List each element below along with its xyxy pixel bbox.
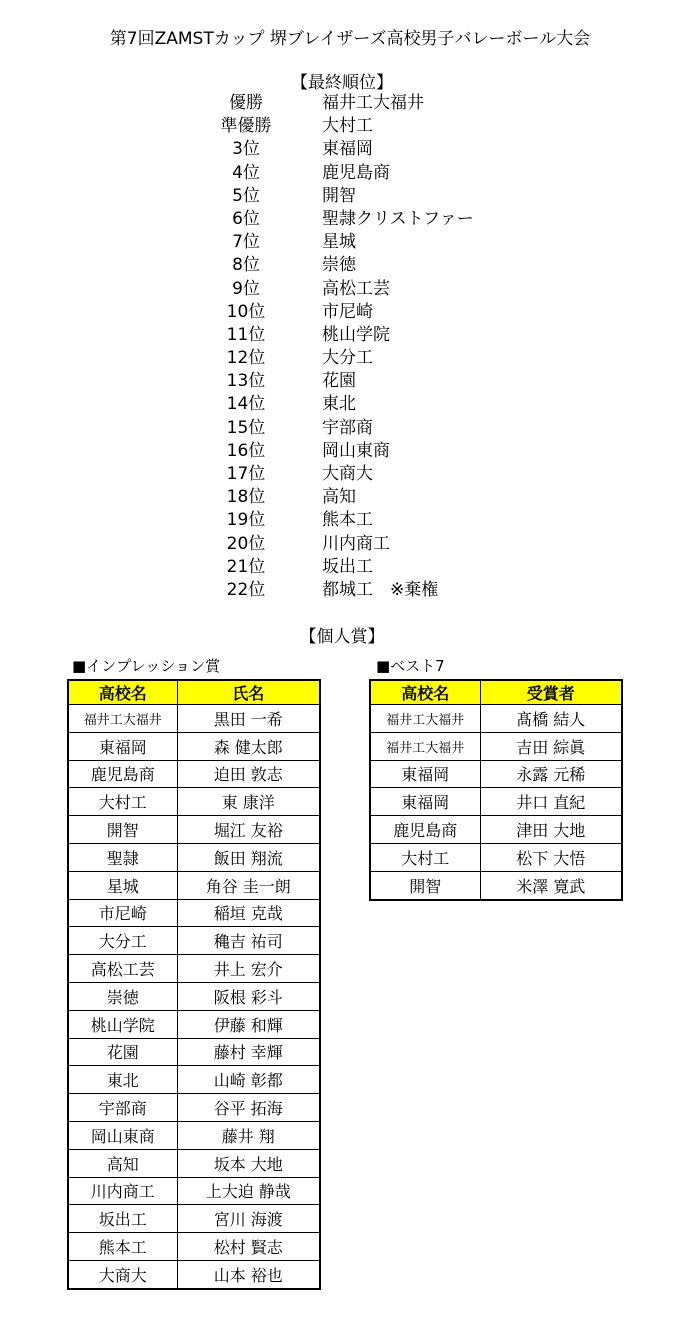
table-row — [370, 871, 622, 899]
table-row — [68, 955, 320, 983]
school-cell: 大村工 — [68, 788, 177, 816]
table-row — [68, 871, 320, 899]
player-name-cell: 穐吉 祐司 — [177, 927, 320, 955]
school-cell: 東福岡 — [68, 732, 177, 760]
table-row — [68, 1177, 320, 1205]
ranking-school: 熊本工 — [322, 510, 373, 531]
ranking-row — [0, 556, 700, 579]
ranking-position: 優勝 — [229, 93, 263, 113]
school-cell: 鹿児島商 — [370, 816, 480, 844]
table-row — [68, 1205, 320, 1233]
column-header-awardee: 受賞者 — [480, 680, 622, 705]
player-name-cell: 東 康洋 — [177, 788, 320, 816]
ranking-row — [0, 463, 700, 486]
column-header-school: 高校名 — [370, 680, 480, 705]
ranking-position: 10位 — [226, 301, 266, 322]
table-row — [68, 1149, 320, 1177]
ranking-school: 東北 — [322, 394, 356, 415]
ranking-position: 16位 — [226, 440, 266, 461]
ranking-row — [0, 185, 700, 208]
ranking-row — [0, 208, 700, 231]
ranking-position: 準優勝 — [220, 116, 272, 137]
ranking-position: 4位 — [232, 162, 260, 183]
player-name-cell: 上大迫 静哉 — [177, 1177, 320, 1205]
school-cell: 熊本工 — [68, 1233, 177, 1261]
school-cell: 桃山学院 — [68, 1010, 177, 1038]
table-header-row — [370, 680, 622, 705]
school-cell: 高松工芸 — [68, 955, 177, 983]
player-name-cell: 伊藤 和輝 — [177, 1010, 320, 1038]
player-name-cell: 黒田 一希 — [177, 705, 320, 733]
ranking-row — [0, 254, 700, 277]
individual-awards-heading: 【個人賞】 — [299, 627, 385, 647]
table-row — [68, 705, 320, 733]
best7-table — [369, 679, 623, 901]
column-header-name: 氏名 — [177, 680, 320, 705]
ranking-position: 5位 — [232, 185, 260, 206]
ranking-school: 大商大 — [322, 464, 373, 484]
table-row — [370, 843, 622, 871]
ranking-school: 高知 — [322, 487, 356, 508]
final-ranking-heading: 【最終順位】 — [291, 73, 393, 93]
player-name-cell: 森 健太郎 — [177, 732, 320, 760]
ranking-row — [0, 509, 700, 532]
awardee-cell: 髙橋 結人 — [480, 705, 622, 733]
table-row — [370, 705, 622, 733]
awardee-cell: 津田 大地 — [480, 816, 622, 844]
player-name-cell: 山本 裕也 — [177, 1260, 320, 1288]
ranking-position: 7位 — [232, 232, 260, 253]
player-name-cell: 藤井 翔 — [177, 1121, 320, 1149]
school-cell: 聖隷 — [68, 843, 177, 871]
table-row — [68, 1094, 320, 1122]
ranking-position: 13位 — [226, 371, 266, 392]
school-cell: 福井工大福井 — [68, 705, 177, 733]
ranking-row — [0, 92, 700, 115]
school-cell: 崇徳 — [68, 982, 177, 1010]
table-row — [68, 816, 320, 844]
player-name-cell: 山崎 彰都 — [177, 1066, 320, 1094]
player-name-cell: 迫田 敦志 — [177, 760, 320, 788]
ranking-row — [0, 486, 700, 509]
school-cell: 大商大 — [68, 1260, 177, 1288]
ranking-position: 15位 — [226, 417, 266, 438]
ranking-position: 8位 — [232, 255, 260, 276]
column-header-school: 高校名 — [68, 680, 177, 705]
table-row — [68, 982, 320, 1010]
ranking-row — [0, 347, 700, 370]
player-name-cell: 谷平 拓海 — [177, 1094, 320, 1122]
final-ranking-list — [0, 92, 700, 602]
ranking-school: 開智 — [322, 185, 356, 206]
table-row — [68, 1038, 320, 1066]
player-name-cell: 稲垣 克哉 — [177, 899, 320, 927]
table-header-row — [68, 680, 320, 705]
ranking-school: 大分工 — [322, 348, 373, 369]
ranking-row — [0, 370, 700, 393]
ranking-row — [0, 278, 700, 301]
ranking-school: 福井工大福井 — [322, 93, 424, 113]
ranking-school: 高松工芸 — [322, 278, 390, 299]
school-cell: 宇部商 — [68, 1094, 177, 1122]
player-name-cell: 飯田 翔流 — [177, 843, 320, 871]
awardee-cell: 松下 大悟 — [480, 843, 622, 871]
ranking-school: 宇部商 — [322, 417, 373, 438]
table-row — [68, 843, 320, 871]
table-row — [68, 1066, 320, 1094]
school-cell: 開智 — [370, 871, 480, 899]
document-title: 第7回ZAMSTカップ 堺ブレイザーズ高校男子バレーボール大会 — [109, 29, 591, 49]
table-row — [370, 760, 622, 788]
ranking-position: 9位 — [232, 278, 260, 299]
school-cell: 星城 — [68, 871, 177, 899]
ranking-school: 市尼崎 — [322, 301, 373, 322]
school-cell: 東福岡 — [370, 760, 480, 788]
ranking-position: 22位 — [226, 579, 266, 600]
ranking-position: 21位 — [226, 556, 266, 577]
ranking-position: 3位 — [232, 139, 260, 160]
ranking-position: 14位 — [226, 394, 266, 415]
school-cell: 東北 — [68, 1066, 177, 1094]
awardee-cell: 永露 元稀 — [480, 760, 622, 788]
ranking-row — [0, 301, 700, 324]
table-row — [68, 1121, 320, 1149]
school-cell: 大村工 — [370, 843, 480, 871]
table-row — [370, 732, 622, 760]
player-name-cell: 阪根 彩斗 — [177, 982, 320, 1010]
ranking-row — [0, 324, 700, 347]
school-cell: 花園 — [68, 1038, 177, 1066]
ranking-school: 星城 — [322, 232, 356, 253]
table-row — [370, 788, 622, 816]
ranking-position: 19位 — [226, 510, 266, 531]
ranking-school: 鹿児島商 — [322, 162, 390, 183]
player-name-cell: 井上 宏介 — [177, 955, 320, 983]
awardee-cell: 米澤 寛武 — [480, 871, 622, 899]
school-cell: 福井工大福井 — [370, 705, 480, 733]
ranking-row — [0, 533, 700, 556]
ranking-school: 桃山学院 — [322, 324, 390, 345]
player-name-cell: 松村 賢志 — [177, 1233, 320, 1261]
school-cell: 坂出工 — [68, 1205, 177, 1233]
player-name-cell: 角谷 圭一朗 — [177, 871, 320, 899]
table-row — [68, 732, 320, 760]
school-cell: 開智 — [68, 816, 177, 844]
ranking-school: 聖隷クリストファー — [322, 208, 474, 229]
player-name-cell: 堀江 友裕 — [177, 816, 320, 844]
ranking-school: 東福岡 — [322, 139, 373, 160]
school-cell: 鹿児島商 — [68, 760, 177, 788]
player-name-cell: 坂本 大地 — [177, 1149, 320, 1177]
ranking-row — [0, 417, 700, 440]
impression-award-heading: ■インプレッション賞 — [72, 657, 221, 675]
ranking-position: 20位 — [226, 533, 266, 554]
ranking-row — [0, 231, 700, 254]
table-row — [370, 816, 622, 844]
awardee-cell: 井口 直紀 — [480, 788, 622, 816]
school-cell: 福井工大福井 — [370, 732, 480, 760]
ranking-row — [0, 393, 700, 416]
player-name-cell: 藤村 幸輝 — [177, 1038, 320, 1066]
ranking-school: 坂出工 — [322, 556, 373, 577]
table-row — [68, 927, 320, 955]
table-row — [68, 1233, 320, 1261]
ranking-position: 17位 — [226, 464, 266, 484]
school-cell: 川内商工 — [68, 1177, 177, 1205]
ranking-school: 都城工 ※棄権 — [322, 579, 439, 600]
best7-heading: ■ベスト7 — [376, 657, 445, 675]
impression-award-table — [67, 679, 321, 1290]
ranking-row — [0, 162, 700, 185]
table-row — [68, 1010, 320, 1038]
school-cell: 市尼崎 — [68, 899, 177, 927]
ranking-school: 崇徳 — [322, 255, 356, 276]
awardee-cell: 吉田 綜眞 — [480, 732, 622, 760]
ranking-school: 花園 — [322, 371, 356, 392]
table-row — [68, 760, 320, 788]
school-cell: 大分工 — [68, 927, 177, 955]
ranking-school: 川内商工 — [322, 533, 390, 554]
ranking-position: 6位 — [232, 208, 260, 229]
school-cell: 高知 — [68, 1149, 177, 1177]
school-cell: 岡山東商 — [68, 1121, 177, 1149]
ranking-row — [0, 138, 700, 161]
ranking-position: 12位 — [226, 348, 266, 369]
table-row — [68, 788, 320, 816]
player-name-cell: 宮川 海渡 — [177, 1205, 320, 1233]
ranking-school: 岡山東商 — [322, 440, 390, 461]
ranking-row — [0, 579, 700, 602]
ranking-row — [0, 115, 700, 138]
ranking-school: 大村工 — [322, 116, 373, 137]
table-row — [68, 899, 320, 927]
school-cell: 東福岡 — [370, 788, 480, 816]
table-row — [68, 1260, 320, 1288]
ranking-position: 18位 — [226, 487, 266, 508]
ranking-position: 11位 — [226, 324, 266, 345]
ranking-row — [0, 440, 700, 463]
